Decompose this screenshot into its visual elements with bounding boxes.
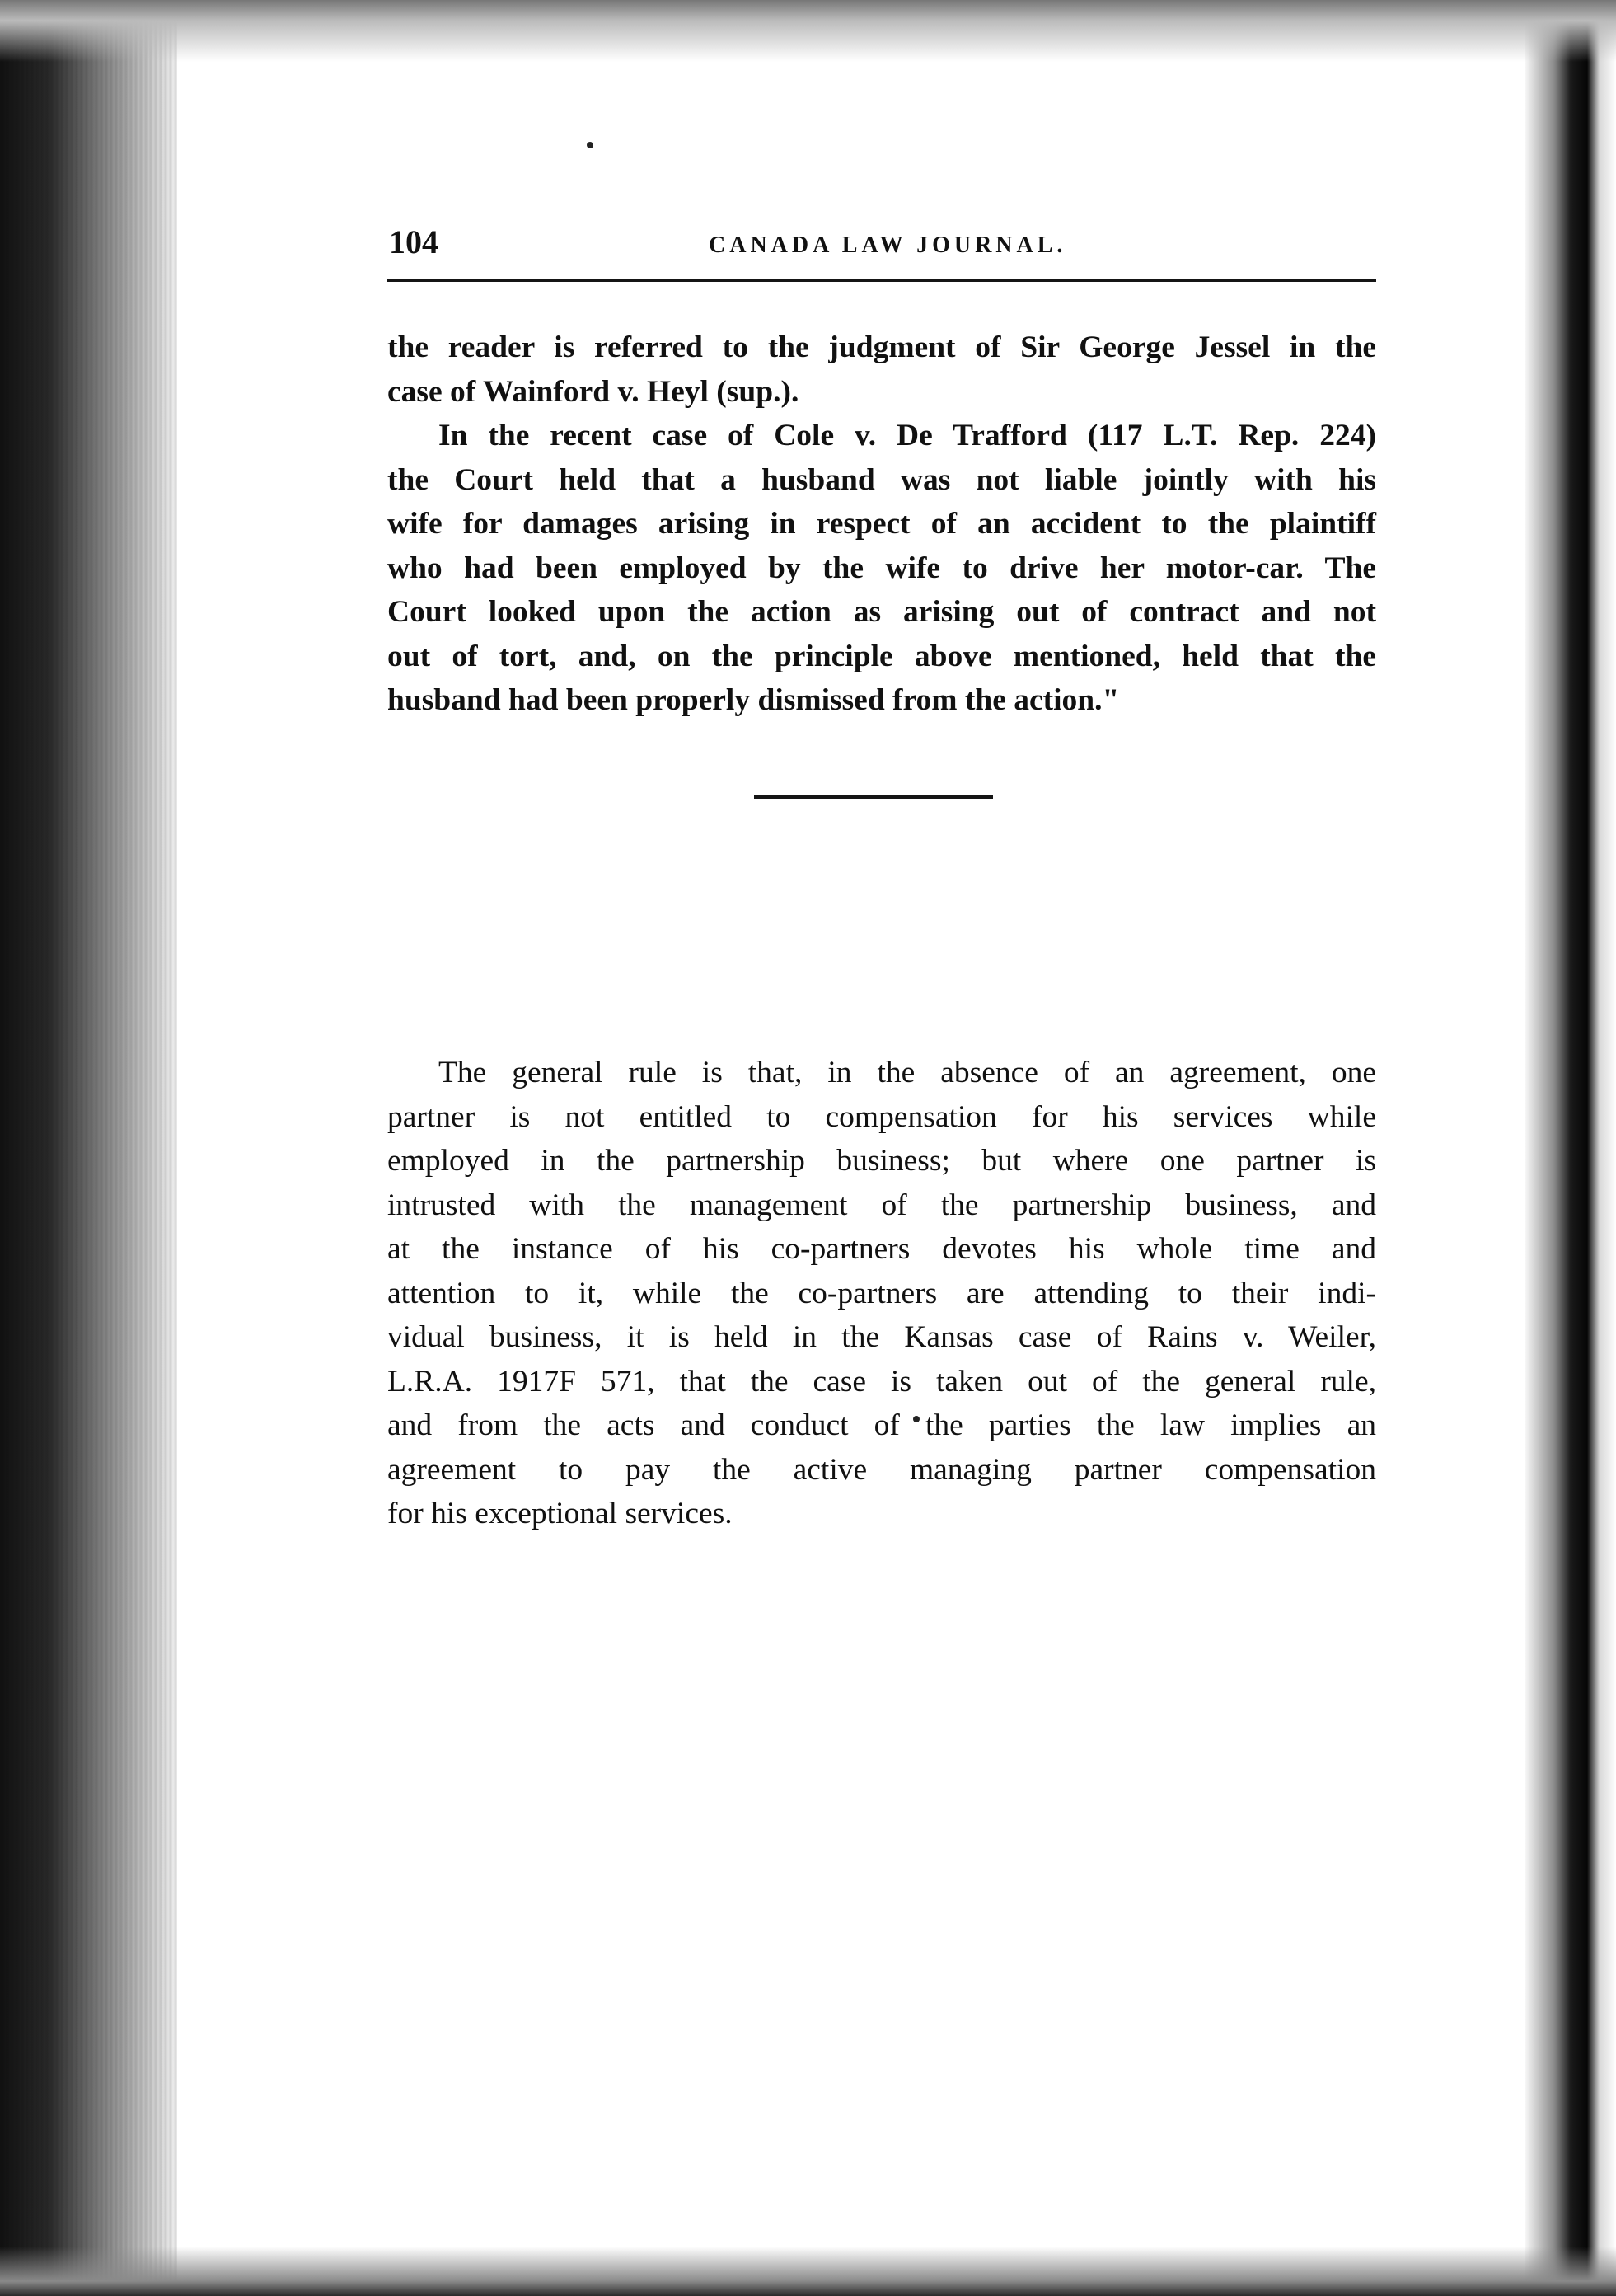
text-line: who had been employed by the wife to drive her motor-car. The: [387, 551, 1376, 585]
text-line: and from the acts and conduct of the parties the law implies an: [387, 1408, 1376, 1442]
text-line: attention to it, while the co-partners are attending to their indi-: [387, 1276, 1376, 1310]
scan-edge-left: [0, 0, 177, 2296]
text-line: case of Wainford v. Heyl (sup.).: [387, 374, 799, 409]
paragraph-block-2: [387, 1051, 1376, 1536]
scan-speck: [587, 142, 593, 148]
text-line: the reader is referred to the judgment of Sir George Jessel in the: [387, 330, 1376, 364]
page-number: 104: [389, 223, 438, 260]
scan-edge-bottom: [0, 2247, 1616, 2296]
scan-edge-right: [1525, 0, 1616, 2296]
text-line: partner is not entitled to compensation for his services while: [387, 1099, 1376, 1134]
text-line: Court looked upon the action as arising out of contract and not: [387, 595, 1376, 629]
text-line: vidual business, it is held in the Kansas case of Rains v. Weiler,: [387, 1320, 1376, 1354]
section-divider: [754, 795, 993, 799]
paragraph-block-1: [387, 326, 1376, 723]
scan-edge-top: [0, 0, 1616, 62]
text-line: husband had been properly dismissed from the action.": [387, 683, 1120, 717]
document-page: [387, 223, 1376, 1530]
journal-title: CANADA LAW JOURNAL.: [709, 232, 1067, 258]
text-line: In the recent case of Cole v. De Trafford (117 L.T. Rep. 224): [438, 419, 1376, 452]
text-line: for his exceptional services.: [387, 1497, 733, 1530]
text-line: wife for damages arising in respect of an accident to the plaintiff: [387, 507, 1376, 541]
text-line: L.R.A. 1917F 571, that the case is taken out of the general rule,: [387, 1364, 1376, 1399]
text-line: out of tort, and, on the principle above mentioned, held that the: [387, 639, 1376, 673]
text-line: agreement to pay the active managing partner compensation: [387, 1452, 1376, 1487]
text-line: the Court held that a husband was not liable jointly with his: [387, 462, 1376, 497]
text-line: The general rule is that, in the absence of an agreement, one: [438, 1056, 1376, 1089]
header-rule: [387, 279, 1376, 282]
text-line: at the instance of his co-partners devotes his whole time and: [387, 1232, 1376, 1266]
text-line: intrusted with the management of the partnership business, and: [387, 1188, 1376, 1222]
running-head: [387, 223, 1376, 272]
text-line: employed in the partnership business; but where one partner is: [387, 1144, 1376, 1178]
